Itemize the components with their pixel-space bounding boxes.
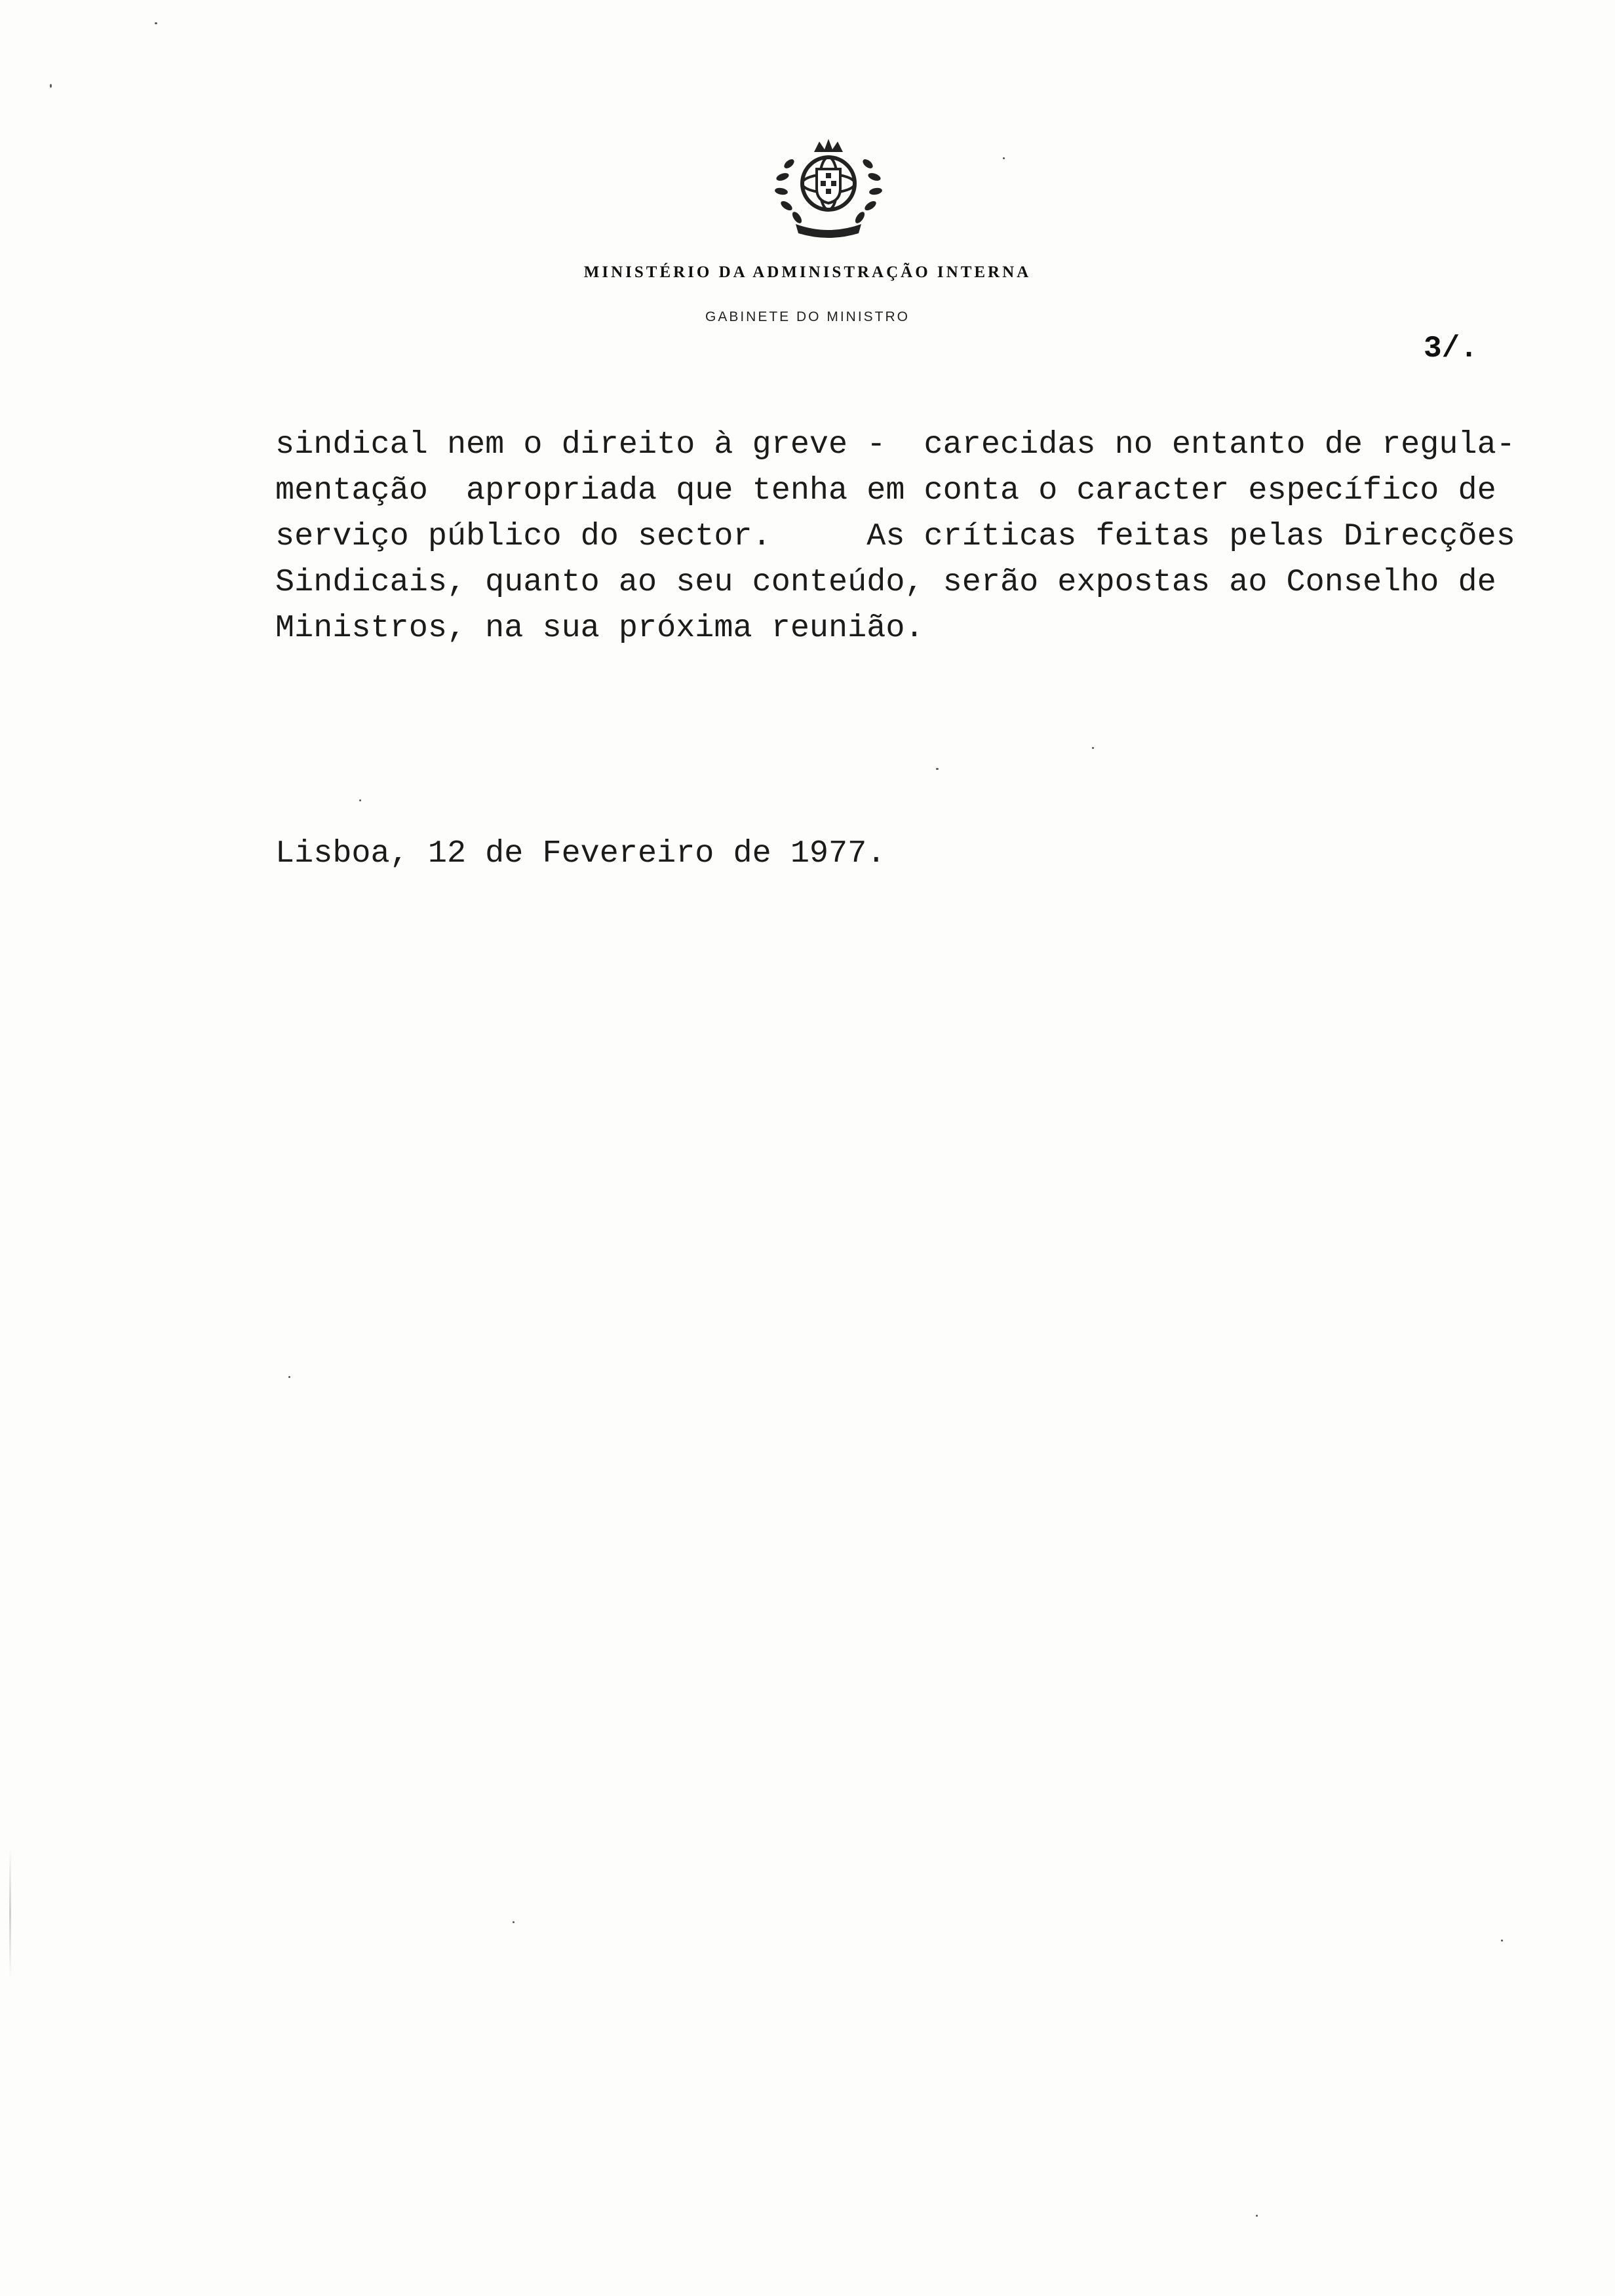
body-line: sindical nem o direito à greve - carecidas no entanto de regula- (275, 427, 1515, 463)
scan-speck (288, 1376, 290, 1378)
scan-speck (1003, 157, 1005, 159)
scan-speck (1256, 2215, 1258, 2217)
cabinet-subheading: GABINETE DO MINISTRO (705, 309, 910, 324)
body-line: serviço público do sector. As críticas feitas pelas Direcções (275, 518, 1515, 554)
scan-speck (155, 22, 157, 24)
body-line: Ministros, na sua próxima reunião. (275, 610, 924, 646)
place-date: Lisboa, 12 de Fevereiro de 1977. (275, 835, 886, 871)
scan-speck (50, 84, 52, 88)
scan-speck (1092, 747, 1094, 749)
coat-of-arms-icon (763, 138, 894, 242)
body-line: Sindicais, quanto ao seu conteúdo, serão expostas ao Conselho de (275, 564, 1496, 600)
body-paragraph (275, 422, 1573, 651)
scan-speck (513, 1921, 515, 1923)
ministry-heading: MINISTÉRIO DA ADMINISTRAÇÃO INTERNA (583, 263, 1032, 281)
scan-speck (359, 799, 361, 801)
scan-edge-mark (9, 1848, 11, 1979)
body-line: mentação apropriada que tenha em conta o caracter específico de (275, 472, 1496, 508)
page-number: 3/. (1424, 332, 1478, 366)
scan-speck (1501, 1940, 1503, 1942)
scan-speck (936, 768, 939, 770)
